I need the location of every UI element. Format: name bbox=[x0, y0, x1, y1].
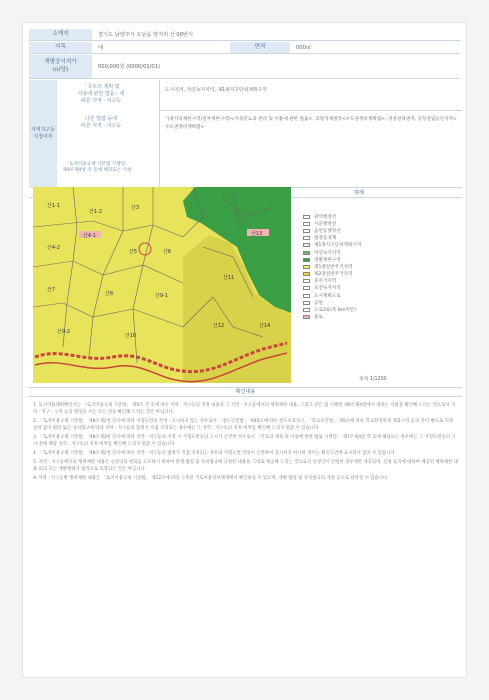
note-item: 2. 「토지이용규제 기본법」 제8조제2항 단서에 따라 지형도면을 작성 · 고시하지 않는 경우로서 「철도안전법」 제45조에 따른 철도보호지구, 「학교보건법」 제5조에 따른 학교환경위생 정화구역 등과 같이 별도로 지정 절차 없이 법령 또는 자치법규에 따라 지역 · 지구등의 범위가 직접 지정되는 경우에는 그 지역 · 지구등의 지정 여부를 확인해 드리지 못할 수 있습니다. bbox=[33, 419, 454, 432]
location-row bbox=[29, 29, 460, 41]
legend-item bbox=[303, 285, 443, 292]
legend-swatch bbox=[303, 294, 310, 298]
legend-label: 법정동경계 bbox=[314, 236, 337, 242]
legend-label: 도시계획도로 bbox=[314, 293, 341, 299]
price-value: 000,000원 (0000/01/01) bbox=[98, 64, 161, 70]
zoning-value-other: 가축사육제한구역(전부제한구역)<가축분뇨의 관리 및 이용에 관한 법률>, 과밀억제권역<수도권정비계획법>, 성장관리권역, 공장설립승인지역<수도권정비계획법> bbox=[165, 117, 457, 130]
land-use-map bbox=[33, 187, 291, 383]
legend-swatch bbox=[303, 315, 310, 319]
legend-item bbox=[303, 299, 443, 306]
notes-section bbox=[33, 402, 458, 484]
legend-label: 시군행정선 bbox=[314, 221, 337, 227]
legend-item bbox=[303, 242, 443, 249]
legend-label: 소로3류(폭 8m미만) bbox=[314, 308, 356, 314]
legend-label: 자연녹지지역 bbox=[314, 250, 341, 256]
parcel-label: 산8 bbox=[105, 291, 114, 297]
legend-swatch bbox=[303, 301, 310, 305]
notes-title: 확인내용 bbox=[235, 388, 256, 395]
parcel-label: 산6 bbox=[163, 249, 172, 255]
legend-swatch bbox=[303, 258, 310, 262]
note-item: 3. 「토지이용규제 기본법」 제8조제3항 단서에 따라 지역 · 지구등의 지정 시 지형도면등의 고시가 곤란한 경우로서 「국토의 계획 및 이용에 관한 법률 시행령」 제7조제4항 각 호에 해당되는 경우에는 그 지형도면등의 고시 전에 해당 지역 · 지구등의 지정 여부를 확인해 드리지 못할 수 있습니다. bbox=[33, 435, 456, 448]
parcel-label: 산14 bbox=[259, 323, 271, 329]
legend-label: 제1종일반주거지역 bbox=[314, 264, 353, 270]
legend-label: 준주거지역 bbox=[314, 279, 337, 285]
legend-label: 공원 bbox=[314, 300, 323, 306]
location-value: 경기도 남양주시 오남읍 양지리 산 00번지 bbox=[98, 32, 194, 38]
legend-item bbox=[303, 271, 443, 278]
legend-swatch bbox=[303, 229, 310, 233]
legend-swatch bbox=[303, 236, 310, 240]
legend-swatch bbox=[303, 215, 310, 219]
legend-label: 보전녹지지역 bbox=[314, 286, 341, 292]
parcel-label: 산3 bbox=[131, 205, 140, 211]
parcel-label: 산4-2 bbox=[47, 245, 60, 251]
location-label: 소재지 bbox=[29, 29, 92, 40]
price-row bbox=[29, 55, 460, 79]
zoning-block bbox=[29, 80, 462, 188]
map-legend bbox=[303, 213, 443, 321]
map-scale: 축척 1/1200 bbox=[359, 377, 387, 382]
legend-swatch bbox=[303, 279, 310, 283]
divider bbox=[159, 80, 160, 188]
note-item: 4. 「토지이용규제 기본법」 제8조제2항 단서에 따른 지역 · 지구등의 범위가 직접 지정되는 경우와 지형도면 작성이 곤란하여 공시하지 아니한 경우는 확인도면에 표시되지 않을 수 있습니다. bbox=[33, 451, 397, 457]
note-item: 5. 지역 · 지구등에서의 행위제한 내용은 신청인의 편의를 도모하기 위하여 관계 법령 및 자치법규에 규정된 내용을 그대로 제공해 드리는 것으로서 신청인이 신청한 경우에만 제공되며, 신청 토지에 대하여 제공된 행위제한 내용 외의 모든 개발행위가 법적으로 보장되는 것은 아닙니다. bbox=[33, 460, 458, 473]
legend-label: 중로 bbox=[314, 315, 323, 321]
legend-item bbox=[303, 227, 443, 234]
parcel-label: 산5 bbox=[129, 249, 138, 255]
parcel-label: 산9-2 bbox=[57, 329, 70, 335]
parcel-label: 산1-2 bbox=[89, 209, 102, 215]
legend-label: 광역행정선 bbox=[314, 214, 337, 220]
legend-item bbox=[303, 213, 443, 220]
legend-item bbox=[303, 256, 443, 263]
legend-swatch bbox=[303, 265, 310, 269]
legend-swatch bbox=[303, 251, 310, 255]
legend-item bbox=[303, 235, 443, 242]
legend-item bbox=[303, 278, 443, 285]
jimok-label: 지목 bbox=[29, 42, 92, 53]
zoning-sub-decree: 「토지이용규제 기본법 시행령」 제9조제4항 각 호에 해당되는 사항 bbox=[62, 162, 132, 174]
area-label: 면적 bbox=[230, 42, 290, 53]
parcel-label: 산9-1 bbox=[155, 293, 168, 299]
legend-label: 제1종지구단위계획구역 bbox=[314, 243, 362, 249]
note-item: ※ 지역 · 지구등별 행위제한 내용은 「토지이용규제 기본법」 제12조에 따라 구축된 국토이용정보체계에서 확인하실 수 있으며, 개별 법령 및 자치법규의 개정 등으로 달라질 수 있습니다. bbox=[33, 476, 389, 482]
land-use-document bbox=[22, 22, 467, 678]
legend-swatch bbox=[303, 222, 310, 226]
zoning-sub-national: 「국토의 계획 및 이용에 관한 법률」에 따른 지역 · 지구등 bbox=[77, 84, 125, 104]
legend-swatch bbox=[303, 272, 310, 276]
area-value: 000㎡ bbox=[296, 45, 312, 51]
parcel-label: 산10 bbox=[125, 333, 137, 339]
legend-swatch bbox=[303, 308, 310, 312]
legend-label: 제2종일반주거지역 bbox=[314, 272, 353, 278]
parcel-label: 산13 bbox=[251, 231, 263, 237]
parcel-label: 산7 bbox=[47, 287, 56, 293]
legend-label: 개발제한구역 bbox=[314, 257, 341, 263]
divider bbox=[159, 110, 462, 111]
legend-item bbox=[303, 220, 443, 227]
parcel-label: 산1-1 bbox=[47, 203, 60, 209]
jimok-value: 대 bbox=[98, 45, 104, 51]
legend-swatch bbox=[303, 243, 310, 247]
legend-item bbox=[303, 263, 443, 270]
legend-item bbox=[303, 292, 443, 299]
price-label: 개별공시지가 (㎡당) bbox=[29, 55, 92, 78]
legend-item bbox=[303, 306, 443, 313]
jimok-row bbox=[29, 42, 460, 54]
legend-title: 범례 bbox=[354, 189, 364, 196]
notes-header bbox=[29, 387, 462, 397]
zoning-value-national: 도시지역, 자연녹지지역, 제1종지구단위계획구역 bbox=[165, 88, 267, 93]
zoning-label: 지역지구등 지정여부 bbox=[29, 80, 57, 188]
legend-swatch bbox=[303, 286, 310, 290]
note-item: 1. 토지이용계획확인서는 「토지이용규제 기본법」 제5조 각 호에 따른 지역 · 지구등의 지정 내용과 그 지역 · 지구등에서의 행위제한 내용, 그리고 같은 법 시행령 제9조제4항에서 정하는 사항을 확인해 드리는 것으로서 지역 · 지구 · 구역 등의 명칭을 쓰는 모든 것을 확인해 드리는 것은 아닙니다. bbox=[33, 403, 456, 416]
zoning-sub-other: 다른 법령 등에 따른 지역 · 지구등 bbox=[80, 116, 122, 129]
parcel-label: 산4-1 bbox=[83, 233, 96, 239]
legend-item bbox=[303, 249, 443, 256]
parcel-label: 산11 bbox=[223, 275, 235, 281]
legend-label: 읍면동행정선 bbox=[314, 228, 341, 234]
legend-item bbox=[303, 314, 443, 321]
parcel-label: 산12 bbox=[213, 323, 225, 329]
